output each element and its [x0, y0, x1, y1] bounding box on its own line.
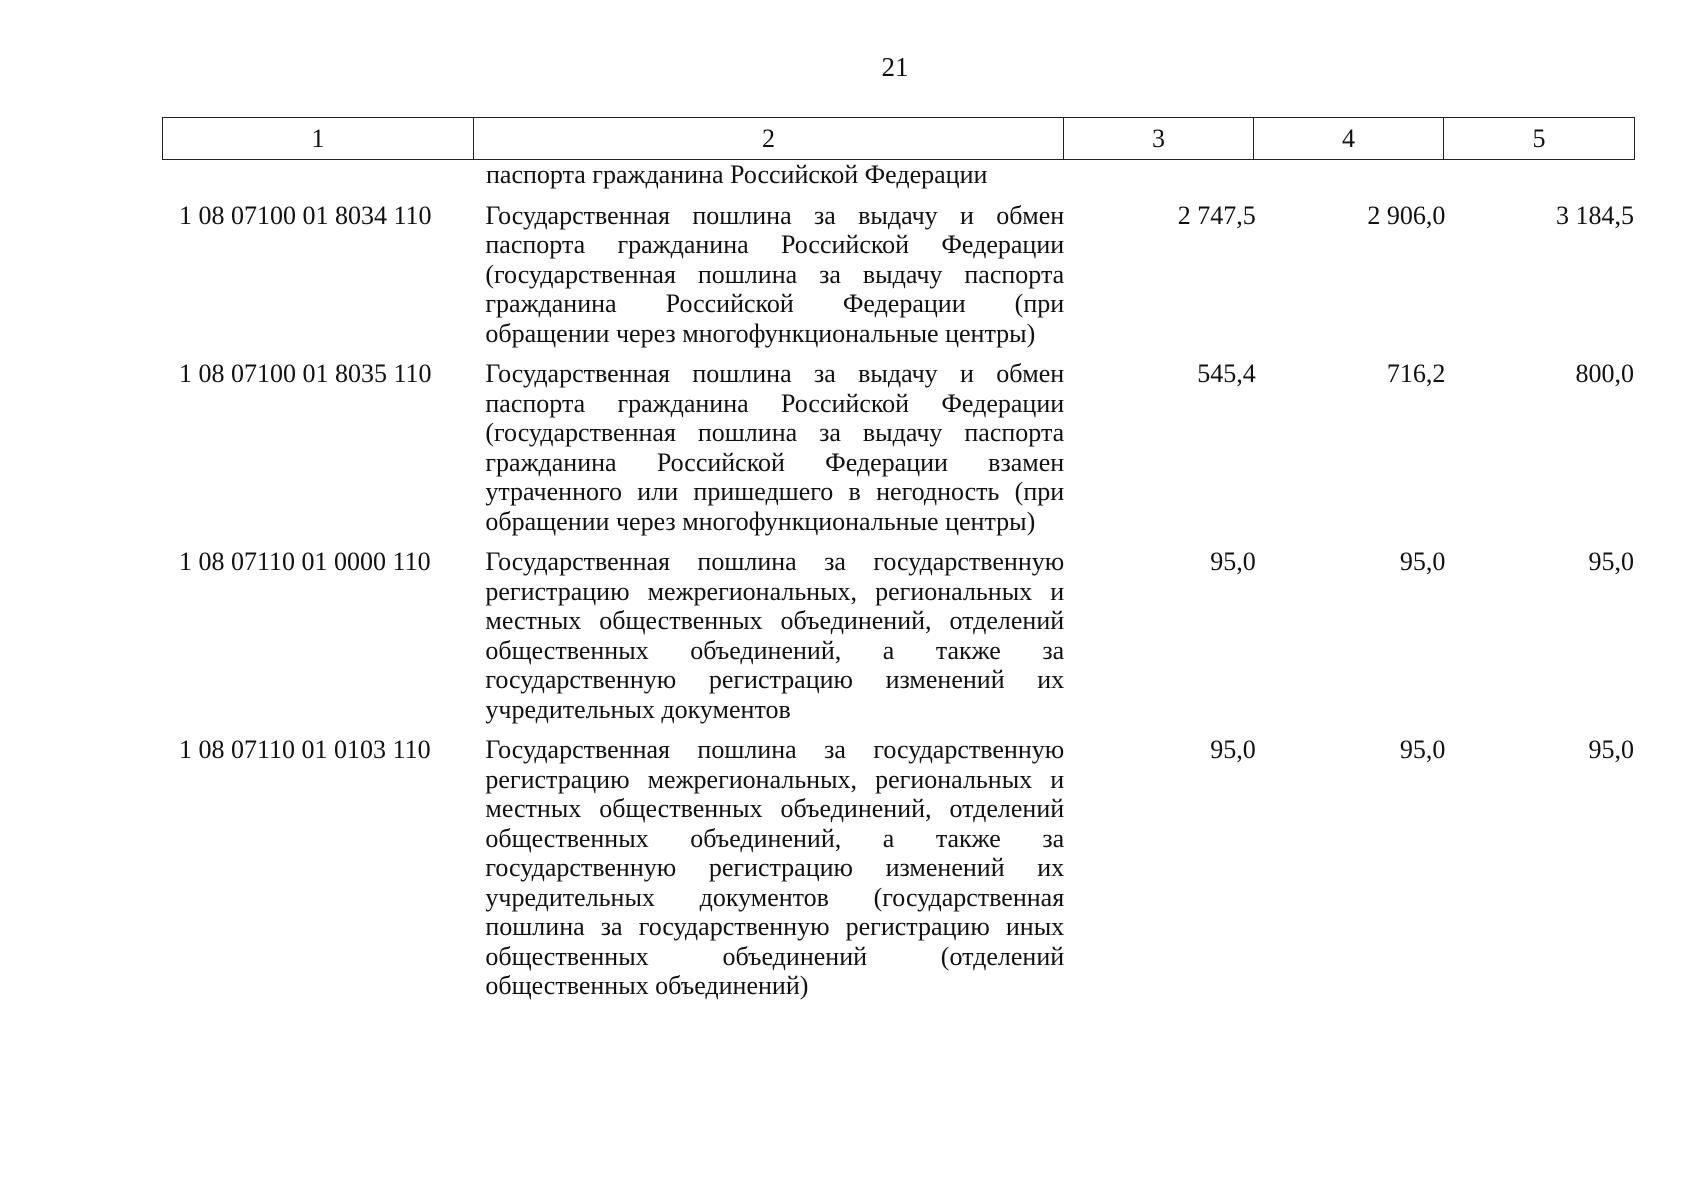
row-code: 1 08 07100 01 8034 110: [179, 200, 432, 230]
row-value-col4: 95,0: [1399, 735, 1446, 764]
table-header: [162, 117, 1635, 160]
header-col-2: 2: [474, 118, 1064, 160]
row-value-col5: 3 184,5: [1556, 200, 1634, 230]
row-value-col3: 95,0: [1210, 735, 1256, 764]
row-value-col4: 2 906,0: [1367, 200, 1446, 230]
header-col-5: 5: [1444, 118, 1635, 160]
row-name: Государственная пошлина за государственную регистрацию межрегиональных, региональных и местных общественных объединений, отделений общественных объединений, а также за государственную регистрацию изменений их учредительных документов (государственная пошлина за государственную регистрацию иных общественных объединений (отделений общественных объединений): [485, 735, 1065, 1000]
row-value-col4: 95,0: [1399, 547, 1446, 576]
row-name: Государственная пошлина за выдачу и обмен паспорта гражданина Российской Федерации (государственная пошлина за выдачу паспорта гражданина Российской Федерации взамен утраченного или пришедшего в негодность (при обращении через многофункциональные центры): [485, 359, 1065, 536]
header-col-3: 3: [1064, 118, 1254, 160]
table-row: [162, 201, 1634, 349]
row-value-col5: 95,0: [1588, 547, 1634, 576]
row-name: Государственная пошлина за государственную регистрацию межрегиональных, региональных и местных общественных объединений, отделений общественных объединений, а также за государственную регистрацию изменений их учредительных документов: [485, 547, 1065, 724]
row-value-col3: 545,4: [1197, 359, 1256, 388]
table-body: [162, 160, 1634, 1012]
row-value-col3: 95,0: [1210, 547, 1256, 576]
table-row: [162, 359, 1634, 536]
table-row: [162, 547, 1634, 724]
row-name: Государственная пошлина за выдачу и обмен паспорта гражданина Российской Федерации (государственная пошлина за выдачу паспорта гражданина Российской Федерации (при обращении через многофункциональные центры): [485, 200, 1065, 348]
table-row: [162, 735, 1634, 1001]
header-col-1: 1: [163, 118, 474, 160]
row-value-col5: 800,0: [1575, 359, 1634, 388]
continuation-text: паспорта гражданина Российской Федерации: [486, 160, 988, 189]
row-code: 1 08 07110 01 0103 110: [179, 735, 431, 764]
row-code: 1 08 07110 01 0000 110: [179, 547, 431, 576]
row-value-col5: 95,0: [1588, 735, 1634, 764]
header-col-4: 4: [1254, 118, 1444, 160]
row-value-col4: 716,2: [1386, 359, 1446, 388]
row-value-col3: 2 747,5: [1177, 200, 1256, 230]
row-code: 1 08 07100 01 8035 110: [179, 359, 432, 388]
page-number: 21: [881, 52, 909, 82]
